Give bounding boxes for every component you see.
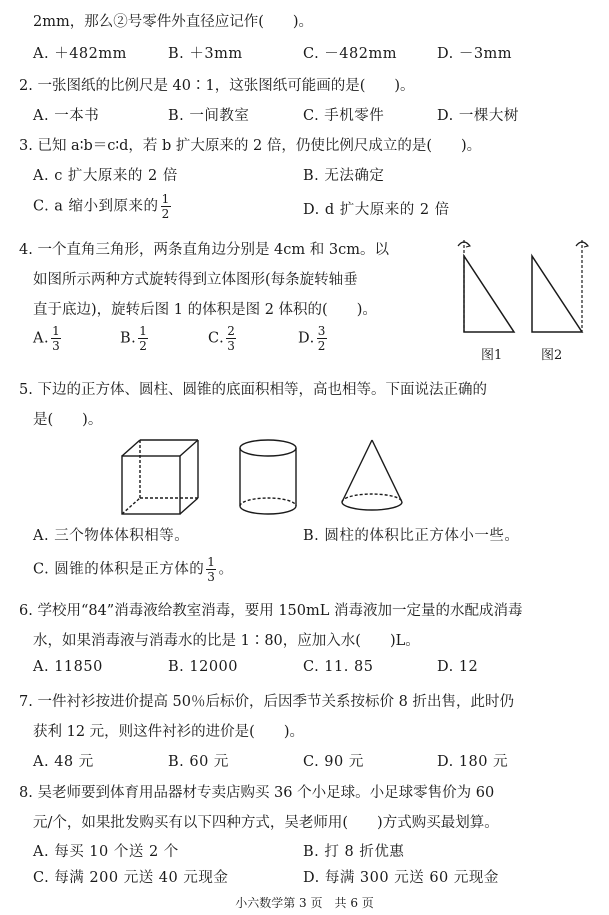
- q6-stem-line-1: 6. 学校用“84”消毒液给教室消毒，要用 150mL 消毒液加一定量的水配成消毒: [19, 603, 523, 619]
- q3-option-c[interactable]: [33, 193, 173, 220]
- fraction-denominator: 3: [207, 570, 216, 584]
- q4-stem-line-1: 4. 一个直角三角形，两条直角边分别是 4cm 和 3cm。以: [19, 242, 389, 258]
- q7-option-b[interactable]: B. 60 元: [168, 754, 229, 770]
- figure-2-triangle: [532, 240, 588, 332]
- q5-option-c-fraction: [206, 556, 216, 583]
- fraction-denominator: 2: [317, 339, 326, 353]
- fraction-numerator: 1: [161, 192, 170, 206]
- q3-option-d[interactable]: D. d 扩大原来的 2 倍: [303, 202, 450, 218]
- q3-option-a[interactable]: A. c 扩大原来的 2 倍: [33, 168, 178, 184]
- q5-option-b[interactable]: B. 圆柱的体积比正方体小一些。: [303, 528, 520, 544]
- q5-stem-line-2: 是( )。: [33, 412, 103, 428]
- q7-stem-line-2: 获利 12 元，则这件衬衫的进价是( )。: [33, 724, 304, 740]
- q5-option-a[interactable]: A. 三个物体体积相等。: [33, 528, 190, 544]
- fraction-numerator: 1: [207, 555, 216, 569]
- fraction-denominator: 2: [161, 207, 170, 221]
- q2-option-c[interactable]: C. 手机零件: [303, 108, 385, 124]
- option-label: C.: [208, 330, 225, 347]
- q3-option-c-text: C. a 缩小到原来的: [33, 198, 159, 215]
- q4-option-c[interactable]: [208, 325, 238, 352]
- q8-option-d[interactable]: D. 每满 300 元送 60 元现金: [303, 870, 499, 886]
- q6-option-d[interactable]: D. 12: [437, 659, 479, 675]
- q6-option-c[interactable]: C. 11. 85: [303, 659, 374, 675]
- q2-option-d[interactable]: D. 一棵大树: [437, 108, 519, 124]
- option-label: A.: [33, 330, 50, 347]
- q5-option-c[interactable]: [33, 556, 233, 583]
- fraction-denominator: 3: [227, 339, 236, 353]
- q7-option-c[interactable]: C. 90 元: [303, 754, 364, 770]
- q7-stem-line-1: 7. 一件衬衫按进价提高 50％后标价，后因季节关系按标价 8 折出售，此时仍: [19, 694, 514, 710]
- q4-option-c-fraction: [226, 325, 236, 352]
- q4-option-d[interactable]: [298, 325, 329, 352]
- q3-option-b[interactable]: B. 无法确定: [303, 168, 385, 184]
- q5-stem-line-1: 5. 下边的正方体、圆柱、圆锥的底面积相等，高也相等。下面说法正确的: [19, 382, 487, 398]
- figure-1-caption: 图1: [481, 348, 503, 363]
- q1-option-b[interactable]: B. ＋3mm: [168, 46, 243, 62]
- q8-stem-line-2: 元/个，如果批发购买有以下四种方式，吴老师用( )方式购买最划算。: [33, 815, 499, 831]
- fraction-numerator: 1: [139, 324, 148, 338]
- fraction-numerator: 1: [52, 324, 61, 338]
- q6-option-b[interactable]: B. 12000: [168, 659, 239, 675]
- q1-option-a[interactable]: A. ＋482mm: [33, 46, 127, 62]
- q4-option-b-fraction: [138, 325, 148, 352]
- q6-stem-line-2: 水，如果消毒液与消毒水的比是 1∶80，应加入水( )L。: [33, 633, 420, 649]
- q1-tail-stem: 2mm，那么②号零件外直径应记作( )。: [33, 14, 314, 30]
- q8-option-b[interactable]: B. 打 8 折优惠: [303, 844, 405, 860]
- period: 。: [218, 561, 234, 578]
- cube-shape: [122, 440, 198, 514]
- figure-2-caption: 图2: [541, 348, 563, 363]
- q2-option-a[interactable]: A. 一本书: [33, 108, 100, 124]
- fraction-denominator: 3: [52, 339, 61, 353]
- q5-option-c-text: C. 圆锥的体积是正方体的: [33, 561, 205, 578]
- q8-stem-line-1: 8. 吴老师要到体育用品器材专卖店购买 36 个小足球。小足球零售价为 60: [19, 785, 495, 801]
- q1-option-c[interactable]: C. －482mm: [303, 46, 397, 62]
- q7-option-a[interactable]: A. 48 元: [33, 754, 94, 770]
- q7-option-d[interactable]: D. 180 元: [437, 754, 509, 770]
- q8-option-c[interactable]: C. 每满 200 元送 40 元现金: [33, 870, 229, 886]
- option-label: D.: [298, 330, 315, 347]
- q6-option-a[interactable]: A. 11850: [33, 659, 103, 675]
- figure-1-triangle: [458, 240, 514, 332]
- q4-stem-line-2: 如图所示两种方式旋转得到立体图形(每条旋转轴垂: [33, 272, 358, 288]
- cylinder-shape: [240, 440, 296, 514]
- q4-option-b[interactable]: [120, 325, 150, 352]
- q4-stem-line-3: 直于底边)，旋转后图 1 的体积是图 2 体积的( )。: [33, 302, 377, 318]
- q2-option-b[interactable]: B. 一间教室: [168, 108, 250, 124]
- q3-option-c-fraction: [161, 193, 171, 220]
- q3-stem: 3. 已知 a∶b＝c∶d，若 b 扩大原来的 2 倍，仍使比例尺成立的是( )。: [19, 138, 482, 154]
- q8-option-a[interactable]: A. 每买 10 个送 2 个: [33, 844, 179, 860]
- q4-option-a-fraction: [51, 325, 61, 352]
- fraction-numerator: 2: [227, 324, 236, 338]
- q1-option-d[interactable]: D. －3mm: [437, 46, 513, 62]
- fraction-denominator: 2: [139, 339, 148, 353]
- q4-option-a[interactable]: [33, 325, 63, 352]
- q2-stem: 2. 一张图纸的比例尺是 40∶1，这张图纸可能画的是( )。: [19, 78, 415, 94]
- cone-shape: [342, 440, 402, 510]
- q4-triangle-figures: [452, 236, 602, 366]
- fraction-numerator: 3: [317, 324, 326, 338]
- page-footer: 小六数学第 3 页 共 6 页: [235, 896, 374, 910]
- q5-solids-figure: [110, 436, 530, 526]
- q4-option-d-fraction: [317, 325, 327, 352]
- option-label: B.: [120, 330, 137, 347]
